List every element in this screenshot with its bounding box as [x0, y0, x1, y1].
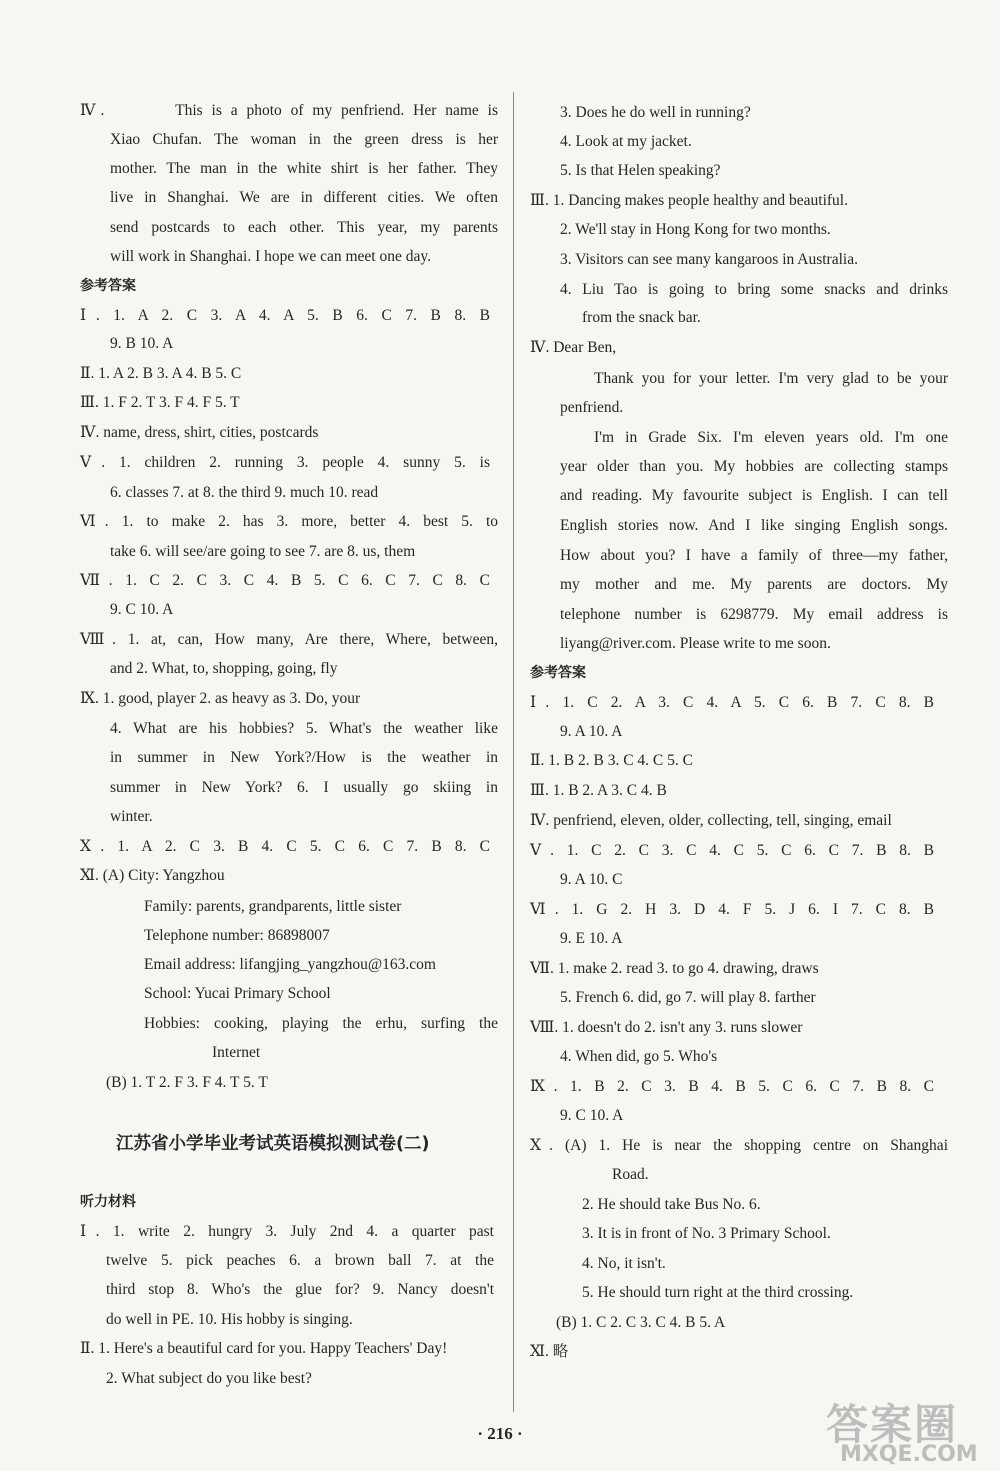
text-line: Ⅴ. 1. C 2. C 3. C 4. C 5. C 6. C 7. B 8. B	[530, 842, 934, 859]
text-line: will work in Shanghai. I hope we can meet one day.	[110, 248, 431, 265]
text-line: 9. C 10. A	[560, 1107, 624, 1124]
text-line: 5. Is that Helen speaking?	[560, 162, 721, 179]
text-line: 3. Does he do well in running?	[560, 104, 751, 121]
text-line: Ⅶ. 1. C 2. C 3. C 4. B 5. C 6. C 7. C 8. C	[80, 572, 490, 589]
text-line: 3. It is in front of No. 3 Primary School.	[582, 1225, 831, 1242]
section-heading: 听力材料	[80, 1194, 136, 1210]
text-line: 2. He should take Bus No. 6.	[582, 1196, 761, 1213]
text-line: Email address: lifangjing_yangzhou@163.com	[144, 956, 436, 973]
column-divider	[513, 92, 514, 1412]
text-line: 2. What subject do you like best?	[106, 1370, 312, 1387]
text-line: Ⅲ. 1. B 2. A 3. C 4. B	[530, 782, 667, 799]
text-line: live in Shanghai. We are in different cities. We often	[110, 189, 498, 206]
watermark-url: MXQE.COM	[840, 1442, 978, 1467]
text-line: How about you? I have a family of three—my father,	[560, 547, 948, 564]
text-line: 6. classes 7. at 8. the third 9. much 10. read	[110, 484, 379, 501]
text-line: and reading. My favourite subject is English. I can tell	[560, 487, 948, 504]
text-line: Ⅸ. 1. B 2. C 3. B 4. B 5. C 6. C 7. B 8. C	[530, 1078, 934, 1095]
text-line: Ⅰ. 1. A 2. C 3. A 4. A 5. B 6. C 7. B 8. B	[80, 307, 490, 324]
text-line: third stop 8. Who's the glue for? 9. Nancy doesn't	[106, 1281, 494, 1298]
text-line: take 6. will see/are going to see 7. are 8. us, them	[110, 543, 416, 560]
text-line: Ⅹ. (A) 1. He is near the shopping centre on Shanghai	[530, 1137, 948, 1154]
text-line: Ⅷ. 1. at, can, How many, Are there, Where, between,	[80, 631, 498, 648]
text-line: 9. E 10. A	[560, 930, 623, 947]
text-line: and 2. What, to, shopping, going, fly	[110, 660, 338, 677]
text-line: Ⅲ. 1. F 2. T 3. F 4. F 5. T	[80, 394, 240, 411]
text-line: Ⅰ. 1. write 2. hungry 3. July 2nd 4. a quarter past	[80, 1223, 494, 1240]
text-line: Ⅳ. Dear Ben,	[530, 339, 617, 356]
text-line: Ⅲ. 1. Dancing makes people healthy and beautiful.	[530, 192, 848, 209]
text-line: 5. He should turn right at the third crossing.	[582, 1284, 854, 1301]
text-line: English stories now. And I like singing English songs.	[560, 517, 948, 534]
text-line: liyang@river.com. Please write to me soon.	[560, 635, 831, 652]
text-line: 4. Look at my jacket.	[560, 133, 692, 150]
text-line: 4. No, it isn't.	[582, 1255, 666, 1272]
text-line: Ⅱ. 1. Here's a beautiful card for you. Happy Teachers' Day!	[80, 1340, 448, 1357]
text-line: Ⅶ. 1. make 2. read 3. to go 4. drawing, draws	[530, 960, 819, 977]
watermark-logo	[814, 1392, 984, 1468]
text-line: 4. Liu Tao is going to bring some snacks and drinks	[560, 281, 948, 298]
text-line: 9. C 10. A	[110, 601, 174, 618]
text-line: Ⅷ. 1. doesn't do 2. isn't any 3. runs slower	[530, 1019, 803, 1036]
watermark-text: 答案圈	[826, 1400, 959, 1449]
text-line: year older than you. My hobbies are collecting stamps	[560, 458, 948, 475]
text-line: my mother and me. My parents are doctors. My	[560, 576, 948, 593]
text-line: telephone number is 6298779. My email address is	[560, 606, 948, 623]
text-line: mother. The man in the white shirt is her father. They	[110, 160, 498, 177]
text-line: Thank you for your letter. I'm very glad to be your	[594, 370, 948, 387]
text-line: in summer in New York?/How is the weather in	[110, 749, 498, 766]
text-line: 9. B 10. A	[110, 335, 174, 352]
text-line: Ⅰ. 1. C 2. A 3. C 4. A 5. C 6. B 7. C 8. B	[530, 694, 934, 711]
exam-title: 江苏省小学毕业考试英语模拟测试卷(二)	[116, 1134, 430, 1154]
text-line: Ⅵ. 1. G 2. H 3. D 4. F 5. J 6. I 7. C 8. B	[530, 901, 934, 918]
text-line: winter.	[110, 808, 153, 825]
text-line: Ⅸ. 1. good, player 2. as heavy as 3. Do, your	[80, 690, 361, 707]
text-line: 3. Visitors can see many kangaroos in Australia.	[560, 251, 858, 268]
text-line: Ⅱ. 1. A 2. B 3. A 4. B 5. C	[80, 365, 242, 382]
text-line: Ⅴ. 1. children 2. running 3. people 4. sunny 5. is	[80, 454, 490, 471]
text-line: from the snack bar.	[582, 309, 701, 326]
text-line: Xiao Chufan. The woman in the green dress is her	[110, 131, 498, 148]
text-line: School: Yucai Primary School	[144, 985, 331, 1002]
page-number: · 216 ·	[477, 1424, 523, 1443]
text-line: Ⅳ. penfriend, eleven, older, collecting, tell, singing, email	[530, 812, 892, 829]
text-line: twelve 5. pick peaches 6. a brown ball 7. at the	[106, 1252, 494, 1269]
text-line: I'm in Grade Six. I'm eleven years old. I'm one	[594, 429, 948, 446]
text-line: send postcards to each other. This year, my parents	[110, 219, 498, 236]
text-line: Internet	[212, 1044, 261, 1061]
text-line: Ⅳ. This is a photo of my penfriend. Her name is	[80, 102, 498, 119]
text-line: do well in PE. 10. His hobby is singing.	[106, 1311, 353, 1328]
text-line: 9. A 10. C	[560, 871, 623, 888]
text-line: Road.	[612, 1166, 649, 1183]
text-line: 9. A 10. A	[560, 723, 623, 740]
text-line: 5. French 6. did, go 7. will play 8. farther	[560, 989, 816, 1006]
section-heading: 参考答案	[80, 278, 136, 294]
section-heading: 参考答案	[530, 665, 586, 681]
text-line: Ⅳ. name, dress, shirt, cities, postcards	[80, 424, 319, 441]
text-line: (B) 1. T 2. F 3. F 4. T 5. T	[106, 1074, 268, 1091]
text-line: penfriend.	[560, 399, 624, 416]
text-line: Telephone number: 86898007	[144, 927, 330, 944]
text-line: Ⅺ. (A) City: Yangzhou	[80, 867, 225, 884]
text-line: Ⅱ. 1. B 2. B 3. C 4. C 5. C	[530, 752, 693, 769]
text-line: Hobbies: cooking, playing the erhu, surfing the	[144, 1015, 498, 1032]
text-line: 4. What are his hobbies? 5. What's the weather like	[110, 720, 498, 737]
text-line: Ⅹ. 1. A 2. C 3. B 4. C 5. C 6. C 7. B 8. C	[80, 838, 490, 855]
text-line: Ⅵ. 1. to make 2. has 3. more, better 4. best 5. to	[80, 513, 498, 530]
text-line: 4. When did, go 5. Who's	[560, 1048, 718, 1065]
text-line: summer in New York? 6. I usually go skiing in	[110, 779, 498, 796]
text-line: Family: parents, grandparents, little sister	[144, 898, 402, 915]
text-line: Ⅺ. 略	[530, 1343, 569, 1360]
text-line: 2. We'll stay in Hong Kong for two months.	[560, 221, 831, 238]
text-line: (B) 1. C 2. C 3. C 4. B 5. A	[556, 1314, 726, 1331]
